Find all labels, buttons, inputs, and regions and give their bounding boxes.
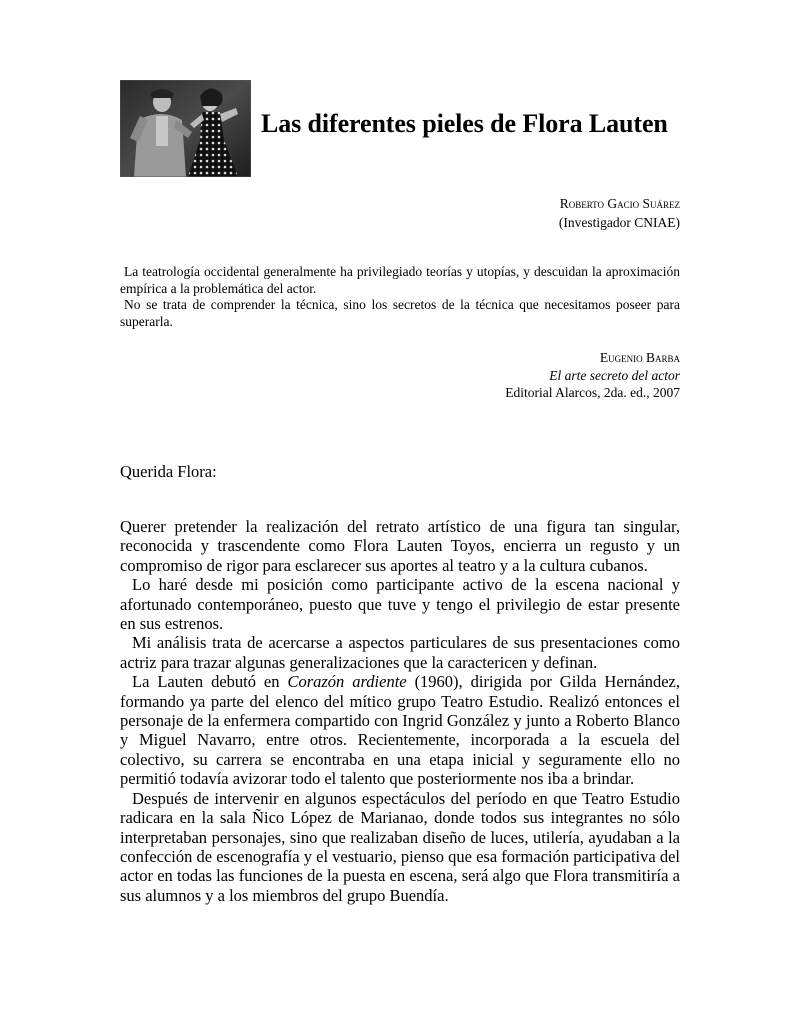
vintage-photo-icon xyxy=(120,80,251,177)
epigraph-line-1: La teatrología occidental generalmente ha privilegiado teorías y utopías, y descuidan la aproximación empírica a la problemática del actor. xyxy=(120,264,680,296)
play-title: Corazón ardiente xyxy=(287,672,407,692)
paragraph-2: Lo haré desde mi posición como participante activo de la escena nacional y afortunado contemporáneo, puesto que tuve y tengo el privilegio de estar presente en sus estrenos. xyxy=(120,575,680,634)
epigraph-attribution xyxy=(505,349,680,402)
salutation: Querida Flora: xyxy=(120,462,217,481)
attribution-name: Eugenio Barba xyxy=(599,350,680,365)
paragraph-5: Después de intervenir en algunos espectáculos del período en que Teatro Estudio radicara en la sala Ñico López de Marianao, donde todos sus integrantes no sólo interpretaban personajes, sino que realizaban diseño de luces, utilería, ayudaban a la confección de escenografía y el vestuario, pienso que esa formación participativa del actor en todas las funciones de la puesta en escena, será algo que Flora transmitiría a sus alumnos y a los miembros del grupo Buendía. xyxy=(120,788,680,905)
author-affiliation: (Investigador CNIAE) xyxy=(558,215,680,230)
paragraph-4-end: (1960), dirigida por Gilda Hernández, formando ya parte del elenco del mítico grupo Teatro Estudio. Realizó entonces el personaje de la enfermera compartido con Ingrid González y junto a Roberto Blanco y Miguel Navarro, entre otros. Recientemente, incorporada a la escuela del colectivo, su carrera se encontraba en una etapa inicial y seguramente ello no permitió todavía avizorar todo el talento que posteriormente nos iba a brindar. xyxy=(120,672,680,789)
attribution-edition: Editorial Alarcos, 2da. ed., 2007 xyxy=(505,385,680,400)
paragraph-4-start: La Lauten debutó en xyxy=(132,672,288,692)
author-block xyxy=(559,194,680,232)
paragraph-4 xyxy=(120,672,680,788)
paragraph-3: Mi análisis trata de acercarse a aspectos particulares de sus presentaciones como actriz para trazar algunas generalizaciones que la caractericen y definan. xyxy=(120,633,680,672)
author-name: Roberto Gacio Suárez xyxy=(559,196,680,211)
epigraph-line-2: No se trata de comprender la técnica, sino los secretos de la técnica que necesitamos poseer para superarla. xyxy=(120,297,680,329)
header-photo xyxy=(120,80,251,177)
paragraph-1: Querer pretender la realización del retrato artístico de una figura tan singular, reconocida y trascendente como Flora Lauten Toyos, encierra un regusto y un compromiso de rigor para esclarecer sus aportes al teatro y a la cultura cubanos. xyxy=(120,517,680,575)
letter-body xyxy=(120,517,680,905)
page-title: Las diferentes pieles de Flora Lauten xyxy=(261,109,668,138)
epigraph xyxy=(120,264,680,330)
attribution-book: El arte secreto del actor xyxy=(549,367,680,383)
